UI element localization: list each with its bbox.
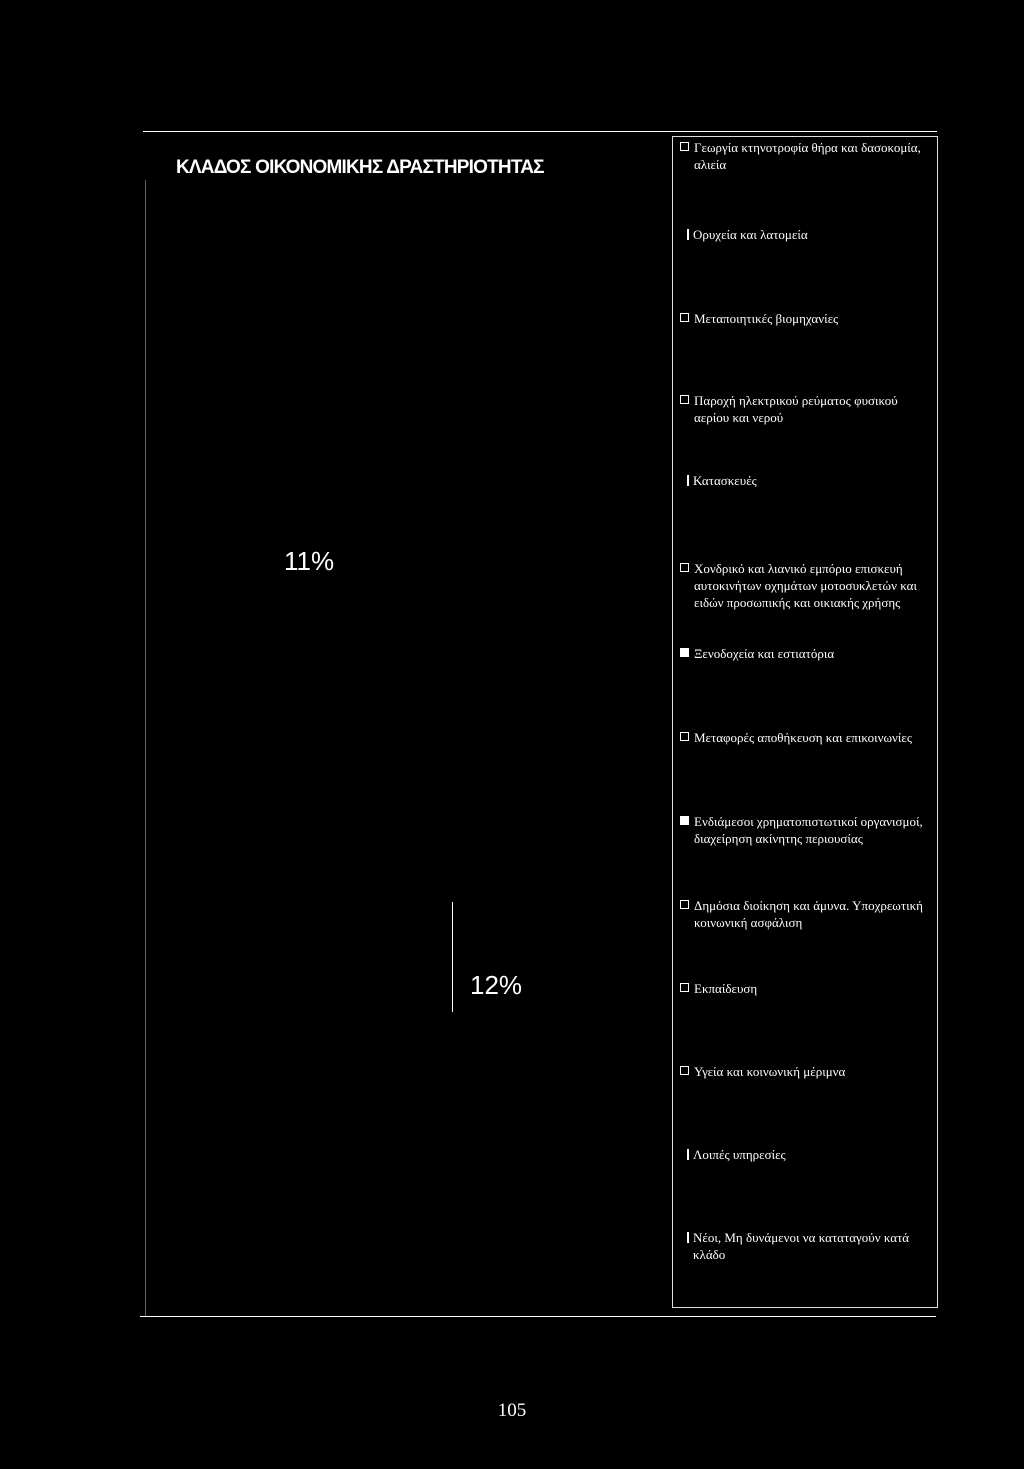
legend-label: Νέοι, Μη δυνάμενοι να καταταγούν κατά κλάδο (693, 1230, 910, 1262)
legend-label: Μεταφορές αποθήκευση και επικοινωνίες (694, 730, 912, 745)
legend-item (680, 729, 935, 746)
legend-swatch (680, 816, 689, 825)
legend-label: Μεταποιητικές βιομηχανίες (694, 311, 839, 326)
legend-label: Δημόσια διοίκηση και άμυνα. Υποχρεωτική κοινωνική ασφάλιση (694, 898, 923, 930)
legend-label: Γεωργία κτηνοτροφία θήρα και δασοκομία, αλιεία (694, 140, 921, 172)
legend-label: Εκπαίδευση (694, 981, 758, 996)
legend-swatch (680, 563, 689, 572)
legend-label: Παροχή ηλεκτρικού ρεύματος φυσικού αερίου και νερού (694, 393, 898, 425)
chart-title: ΚΛΑΔΟΣ ΟΙΚΟΝΟΜΙΚΗΣ ΔΡΑΣΤΗΡΙΟΤΗΤΑΣ (176, 157, 544, 178)
slice-leader-line (452, 902, 453, 1012)
chart-frame-left-border (145, 180, 146, 1316)
legend-item (680, 472, 935, 489)
legend-item (680, 139, 935, 173)
legend-swatch (680, 900, 689, 909)
legend-item (680, 226, 935, 243)
legend-swatch (687, 1232, 689, 1243)
legend-label: Ορυχεία και λατομεία (693, 227, 808, 242)
legend-label: Ξενοδοχεία και εστιατόρια (694, 646, 835, 661)
legend-item (680, 1146, 935, 1163)
legend-swatch (687, 475, 689, 486)
legend-label: Υγεία και κοινωνική μέριμνα (694, 1064, 846, 1079)
legend-label: Κατασκευές (693, 473, 757, 488)
legend-item (680, 1229, 935, 1263)
legend-item (680, 897, 935, 931)
legend-item (680, 645, 935, 662)
legend-swatch (680, 648, 689, 657)
slice-label-12: 12% (470, 970, 523, 1000)
chart-frame-bottom-border (140, 1316, 936, 1317)
legend-item (680, 310, 935, 327)
legend-swatch (680, 1066, 689, 1075)
legend-item (680, 980, 935, 997)
slice-label-11: 11% (284, 546, 335, 576)
legend-label: Ενδιάμεσοι χρηματοπιστωτικοί οργανισμοί, διαχείρηση ακίνητης περιουσίας (694, 814, 923, 846)
legend-swatch (680, 395, 689, 404)
legend-swatch (680, 313, 689, 322)
chart-frame-top-border (143, 131, 937, 132)
legend-item (680, 1063, 935, 1080)
legend-label: Λοιπές υπηρεσίες (693, 1147, 786, 1162)
legend-item (680, 392, 935, 426)
legend-swatch (687, 229, 689, 240)
page-number: 105 (497, 1400, 527, 1421)
legend-swatch (687, 1149, 689, 1160)
legend-label: Χονδρικό και λιανικό εμπόριο επισκευή αυτοκινήτων οχημάτων μοτοσυκλετών και ειδών προσωπικής και οικιακής χρήσης (694, 561, 917, 610)
legend-item (680, 560, 935, 611)
legend-swatch (680, 142, 689, 151)
legend-swatch (680, 983, 689, 992)
legend-swatch (680, 732, 689, 741)
legend-item (680, 813, 935, 847)
